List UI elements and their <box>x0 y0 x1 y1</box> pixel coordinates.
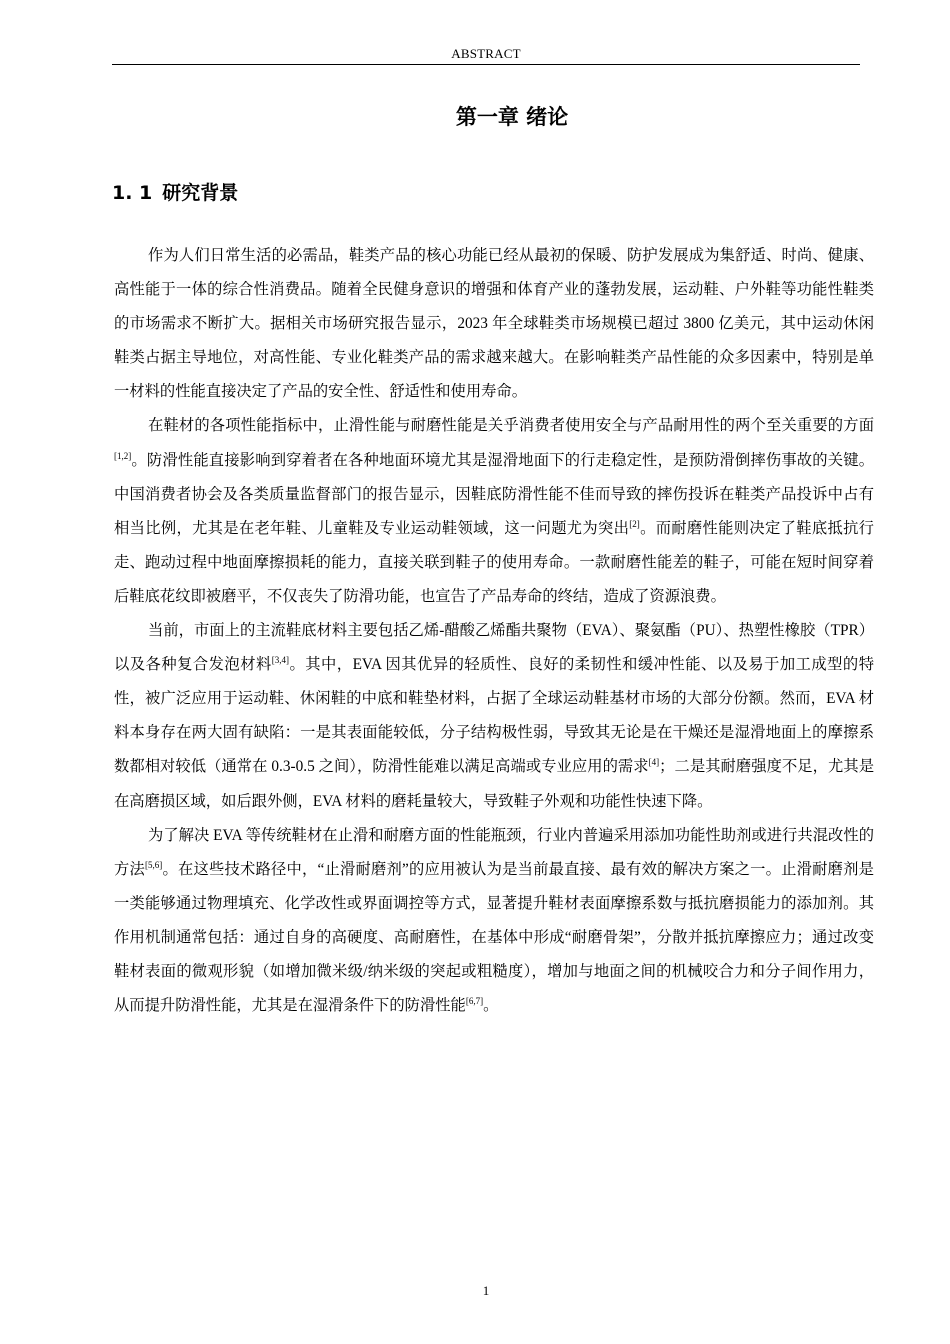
citation-ref: [4] <box>648 757 660 768</box>
paragraph <box>114 409 874 614</box>
paragraph <box>114 614 874 819</box>
body-text <box>114 239 874 1023</box>
paragraph <box>114 819 874 1024</box>
paragraph-text: ；二是其耐磨强度不足，尤其是在高磨损区域，如后跟外侧，EVA 材料的磨耗量较大，导致鞋子外观和功能性快速下降。 <box>114 758 874 810</box>
paragraph-text: 。而耐磨性能则决定了鞋底抵抗行走、跑动过程中地面摩擦损耗的能力，直接关联到鞋子的使用寿命。一款耐磨性能差的鞋子，可能在短时间穿着后鞋底花纹即被磨平，不仅丧失了防滑功能，也宣告了产品寿命的终结，造成了资源浪费。 <box>114 519 874 605</box>
citation-ref: [3,4] <box>271 655 289 666</box>
running-header-title: ABSTRACT <box>451 46 521 61</box>
section-title: 研究背景 <box>162 182 239 204</box>
running-header <box>112 44 860 65</box>
paragraph-text: 当前，市面上的主流鞋底材料主要包括乙烯-醋酸乙烯酯共聚物（EVA）、聚氨酯（PU）、热塑性橡胶（TPR）以及各种复合发泡材料 <box>114 622 874 674</box>
paragraph-text: 。防滑性能直接影响到穿着者在各种地面环境尤其是湿滑地面下的行走稳定性，是预防滑倒摔伤事故的关键。中国消费者协会及各类质量监督部门的报告显示，因鞋底防滑性能不佳而导致的摔伤投诉在鞋类产品投诉中占有相当比例，尤其是在老年鞋、儿童鞋及专业运动鞋领域，这一问题尤为突出 <box>114 451 874 537</box>
paragraph-text: 在鞋材的各项性能指标中，止滑性能与耐磨性能是关乎消费者使用安全与产品耐用性的两个至关重要的方面 <box>148 417 874 435</box>
chapter-title: 第一章 绪论 <box>455 105 569 129</box>
section-number: 1. 1 <box>112 182 153 204</box>
paragraph-text: 。在这些技术路径中，“止滑耐磨剂”的应用被认为是当前最直接、最有效的解决方案之一。止滑耐磨剂是一类能够通过物理填充、化学改性或界面调控等方式，显著提升鞋材表面摩擦系数与抵抗磨损能力的添加剂。其作用机制通常包括：通过自身的高硬度、高耐磨性，在基体中形成“耐磨骨架”，分散并抵抗摩擦应力；通过改变鞋材表面的微观形貌（如增加微米级/纳米级的突起或粗糙度），增加与地面之间的机械咬合力和分子间作用力，从而提升防滑性能，尤其是在湿滑条件下的防滑性能 <box>114 860 874 1015</box>
citation-ref: [2] <box>629 518 640 529</box>
paragraph-text: 作为人们日常生活的必需品，鞋类产品的核心功能已经从最初的保暖、防护发展成为集舒适、时尚、健康、高性能于一体的综合性消费品。随着全民健身意识的增强和体育产业的蓬勃发展，运动鞋、户外鞋等功能性鞋类的市场需求不断扩大。据相关市场研究报告显示，2023 年全球鞋类市场规模已超过 3800 亿美元，其中运动休闲鞋类占据主导地位，对高性能、专业化鞋类产品的需求越来越大。在影响鞋类产品性能的众多因素中，特别是单一材料的性能直接决定了产品的安全性、舒适性和使用寿命。 <box>114 247 874 401</box>
paragraph-text: 。 <box>483 997 499 1015</box>
paragraph-text: 为了解决 EVA 等传统鞋材在止滑和耐磨方面的性能瓶颈，行业内普遍采用添加功能性助剂或进行共混改性的方法 <box>114 826 874 878</box>
citation-ref: [1,2] <box>114 450 132 461</box>
paragraph <box>114 239 874 409</box>
page-number: 1 <box>482 1283 490 1298</box>
paragraph-text: 。其中，EVA 因其优异的轻质性、良好的柔韧性和缓冲性能、以及易于加工成型的特性，被广泛应用于运动鞋、休闲鞋的中底和鞋垫材料，占据了全球运动鞋基材市场的大部分份额。然而，EVA 材料本身存在两大固有缺陷：一是其表面能较低，分子结构极性弱，导致其无论是在干燥还是湿滑地面上的摩擦系数都相对较低（通常在 0.3-0.5 之间），防滑性能难以满足高端或专业应用的需求 <box>114 656 874 776</box>
citation-ref: [6,7] <box>465 996 484 1007</box>
citation-ref: [5,6] <box>145 859 163 870</box>
section-heading <box>112 176 238 210</box>
